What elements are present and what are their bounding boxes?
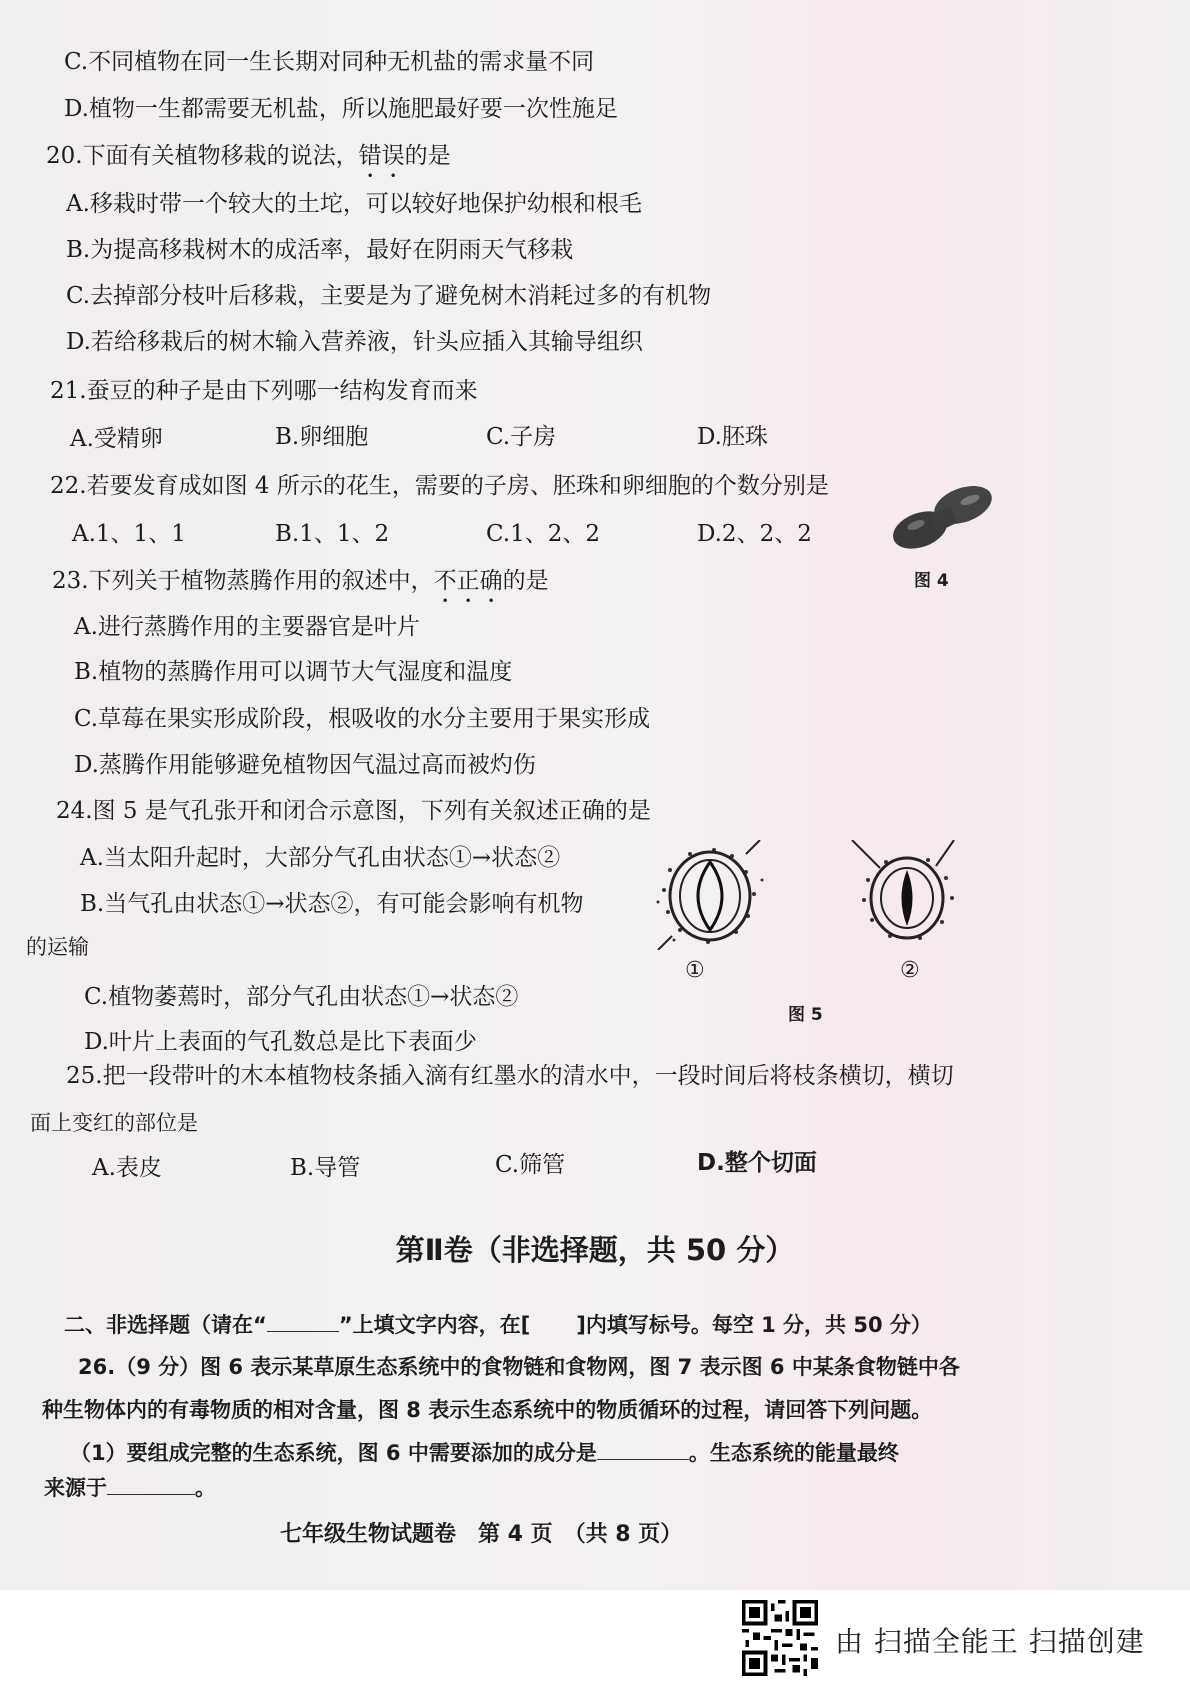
fig4-caption: 图 4: [914, 571, 949, 591]
q21-option-b: B.卵细胞: [275, 424, 369, 450]
section-title: 第Ⅱ卷（非选择题，共 50 分）: [395, 1233, 795, 1267]
q23-stem-text: 23.下列关于植物蒸腾作用的叙述中，: [52, 568, 434, 594]
q25-option-c: C.筛管: [495, 1152, 566, 1178]
q22-option-d: D.2、2、2: [697, 521, 812, 547]
scanner-watermark-text: 由 扫描全能王 扫描创建: [835, 1625, 1145, 1658]
q24-option-a: A.当太阳升起时，大部分气孔由状态①→状态②: [80, 845, 561, 871]
q20-emphasis: 错误: [358, 143, 405, 169]
q23-option-c: C.草莓在果实形成阶段，根吸收的水分主要用于果实形成: [74, 706, 651, 732]
q26-part1-text: （1）要组成完整的生态系统，图 6 中需要添加的成分是: [70, 1441, 597, 1465]
q22-option-b: B.1、1、2: [275, 521, 390, 547]
q25-option-d: D.整个切面: [697, 1150, 817, 1176]
q24-option-b: B.当气孔由状态①→状态②，有可能会影响有机物: [80, 891, 584, 917]
q24-option-b-cont: 的运输: [26, 935, 89, 959]
q20-option-c: C.去掉部分枝叶后移栽，主要是为了避免树木消耗过多的有机物: [66, 283, 712, 309]
s2-text-c: ]内填写标号。每空 1 分，共 50 分）: [576, 1313, 932, 1337]
stomata-closed-icon: [850, 840, 965, 950]
q25-option-b: B.导管: [290, 1155, 361, 1181]
q23-stem-end: 的是: [502, 568, 549, 594]
q25-option-a: A.表皮: [92, 1155, 162, 1181]
q21-option-c: C.子房: [486, 424, 557, 450]
fig5-label-1: ①: [685, 958, 705, 983]
q26-part1-cont-end: 。: [195, 1476, 216, 1500]
q26-part1: [70, 1438, 899, 1468]
q20-option-a: A.移栽时带一个较大的土坨，可以较好地保护幼根和根毛: [66, 191, 642, 217]
q19-option-d: D.植物一生都需要无机盐，所以施肥最好要一次性施足: [64, 96, 618, 122]
q26-stem: 26.（9 分）图 6 表示某草原生态系统中的食物链和食物网，图 7 表示图 6 中某条食物链中各: [78, 1355, 960, 1379]
stomata-open-icon: [650, 840, 770, 950]
q22-option-c: C.1、2、2: [486, 521, 600, 547]
section2-instructions: [64, 1310, 932, 1340]
q25-stem-cont: 面上变红的部位是: [30, 1111, 198, 1135]
page-footer: 七年级生物试题卷 第 4 页 （共 8 页）: [280, 1522, 683, 1547]
q24-stem: 24.图 5 是气孔张开和闭合示意图，下列有关叙述正确的是: [56, 798, 651, 824]
s2-text-b: ”上填文字内容，在[: [338, 1313, 531, 1337]
fig5-caption: 图 5: [788, 1005, 823, 1025]
answer-blank-2[interactable]: [107, 1474, 195, 1495]
q26-stem-cont: 种生物体内的有毒物质的相对含量，图 8 表示生态系统中的物质循环的过程，请回答下列问题。: [42, 1398, 933, 1422]
s2-text-a: 二、非选择题（请在“: [64, 1313, 267, 1337]
q20-stem-text: 20.下面有关植物移栽的说法，: [46, 143, 359, 169]
q20-option-d: D.若给移栽后的树木输入营养液，针头应插入其输导组织: [66, 329, 643, 355]
q22-stem: 22.若要发育成如图 4 所示的花生，需要的子房、胚珠和卵细胞的个数分别是: [50, 473, 829, 499]
q23-option-b: B.植物的蒸腾作用可以调节大气湿度和温度: [74, 659, 513, 685]
q23-option-a: A.进行蒸腾作用的主要器官是叶片: [74, 614, 420, 640]
blank-example: [267, 1311, 339, 1332]
q23-option-d: D.蒸腾作用能够避免植物因气温过高而被灼伤: [74, 752, 536, 778]
q26-part1-cont-text: 来源于: [44, 1476, 107, 1500]
answer-blank-1[interactable]: [597, 1439, 689, 1460]
q26-part1-cont: [44, 1473, 216, 1503]
q23-stem: [52, 566, 549, 608]
q26-part1-text-end: 。生态系统的能量最终: [688, 1441, 899, 1465]
fig5-label-2: ②: [900, 958, 920, 983]
q25-stem: 25.把一段带叶的木本植物枝条插入滴有红墨水的清水中，一段时间后将枝条横切，横切: [66, 1063, 954, 1089]
q23-emphasis: 不正确: [433, 568, 503, 594]
q20-option-b: B.为提高移栽树木的成活率，最好在阴雨天气移栽: [66, 237, 574, 263]
q20-stem-end: 的是: [404, 143, 451, 169]
q21-option-d: D.胚珠: [697, 424, 768, 450]
qr-code-icon: [742, 1600, 818, 1676]
q19-option-c: C.不同植物在同一生长期对同种无机盐的需求量不同: [64, 49, 595, 75]
q24-option-c: C.植物萎蔫时，部分气孔由状态①→状态②: [84, 984, 519, 1010]
q21-stem: 21.蚕豆的种子是由下列哪一结构发育而来: [50, 378, 478, 404]
q20-stem: [46, 141, 451, 183]
q21-option-a: A.受精卵: [70, 426, 163, 452]
q22-option-a: A.1、1、1: [72, 521, 186, 547]
peanut-figure-icon: [888, 478, 998, 556]
q24-option-d: D.叶片上表面的气孔数总是比下表面少: [84, 1029, 477, 1055]
